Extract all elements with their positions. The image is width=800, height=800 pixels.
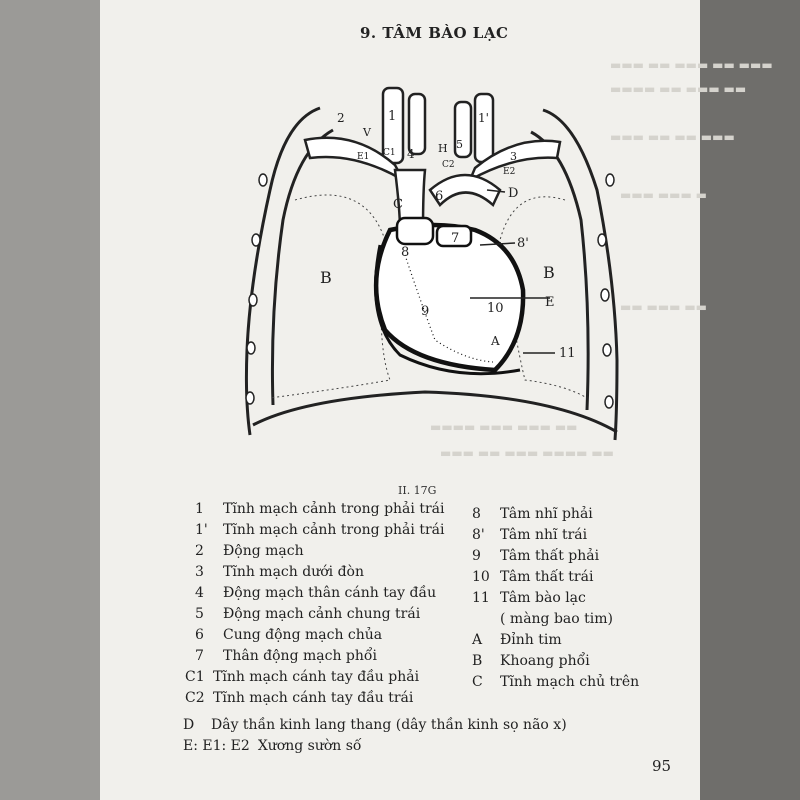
diagram-label-D: D: [508, 186, 519, 201]
diagram-label-E2: E2: [503, 167, 516, 177]
legend-item: 11 Tâm bào lạc: [472, 590, 586, 606]
diagram-label-H: H: [438, 142, 448, 155]
diagram-label-C2: C2: [442, 160, 455, 170]
diagram-label-9: 9: [421, 304, 430, 319]
figure-caption: II. 17G: [398, 484, 437, 497]
legend-item: C1 Tĩnh mạch cánh tay đầu phải: [185, 669, 420, 685]
diagram-label-2: 2: [337, 111, 345, 125]
legend-item: 7 Thân động mạch phổi: [195, 648, 377, 664]
legend-item: 6 Cung động mạch chủa: [195, 627, 383, 643]
page-title: 9. TÂM BÀO LẠC: [360, 24, 509, 42]
legend-item: A Đỉnh tim: [472, 632, 562, 648]
legend-item: ( màng bao tim): [500, 611, 613, 627]
legend-item: 1' Tĩnh mạch cảnh trong phải trái: [195, 522, 445, 538]
legend-item: 9 Tâm thất phải: [472, 548, 600, 564]
legend-item: 1 Tĩnh mạch cảnh trong phải trái: [195, 501, 445, 517]
legend-item: E: E1: E2 Xương sườn số: [183, 738, 362, 754]
heart: [376, 218, 523, 370]
diagram-label-3: 3: [510, 150, 517, 163]
legend-left: [185, 499, 445, 709]
diagram-label-11: 11: [559, 346, 576, 361]
diagram-label-C: C: [393, 197, 403, 212]
legend-item: 2 Động mạch: [195, 543, 304, 559]
legend-item: 4 Động mạch thân cánh tay đầu: [195, 585, 437, 601]
legend-right: [472, 504, 639, 693]
diagram-label-E1: E1: [357, 152, 370, 162]
legend-item: D Dây thần kinh lang thang (dây thần kinh sọ não x): [183, 717, 567, 733]
legend-item: C2 Tĩnh mạch cánh tay đầu trái: [185, 690, 414, 706]
legend-item: C Tĩnh mạch chủ trên: [472, 674, 640, 690]
diagram-label-6: 6: [435, 189, 444, 204]
diagram-label-10: 10: [487, 301, 504, 316]
diagram-label-V: V: [363, 126, 371, 139]
legend-item: 5 Động mạch cảnh chung trái: [195, 606, 421, 622]
diagram-label-A: A: [491, 334, 500, 348]
diagram-label-5: 5: [456, 138, 463, 151]
background-right: [700, 0, 800, 800]
legend-item: 8 Tâm nhĩ phải: [472, 506, 593, 522]
diagram-label-B-right: B: [543, 263, 555, 282]
diagram-label-B-left: B: [320, 268, 332, 287]
diagram-label-E: E: [545, 295, 555, 310]
diagram-label-8-prime: 8': [517, 236, 529, 251]
page-number: 95: [652, 757, 672, 775]
background-left: [0, 0, 110, 800]
diagram-label-1: 1: [388, 109, 397, 124]
great-vessels: [305, 88, 560, 230]
legend-item: 3 Tĩnh mạch dưới đòn: [195, 564, 364, 580]
diagram-label-1-prime: 1': [478, 111, 489, 125]
book-page: ▬▬▬ ▬▬ ▬▬▬ ▬▬ ▬▬▬ ▬▬▬▬ ▬▬ ▬▬▬ ▬▬ ▬▬▬ ▬▬ ▬▬ ▬▬▬ ▬▬▬ ▬▬▬ ▬ ▬▬ ▬▬▬ ▬▬ ▬▬▬▬ ▬▬▬ ▬▬▬ ▬▬ ▬▬▬ ▬▬ ▬▬▬ ▬▬▬▬ ▬▬: [100, 0, 700, 800]
diagram-label-4: 4: [407, 147, 415, 161]
diagram-label-C1: C1: [383, 148, 396, 158]
legend-item: 8' Tâm nhĩ trái: [472, 527, 588, 543]
legend-item: 10 Tâm thất trái: [472, 569, 594, 585]
legend-bottom: [183, 715, 567, 757]
pericardium-diagram: [225, 80, 645, 480]
legend-item: B Khoang phổi: [472, 653, 590, 669]
diagram-label-8: 8: [401, 245, 410, 260]
diagram-label-7: 7: [451, 231, 460, 246]
